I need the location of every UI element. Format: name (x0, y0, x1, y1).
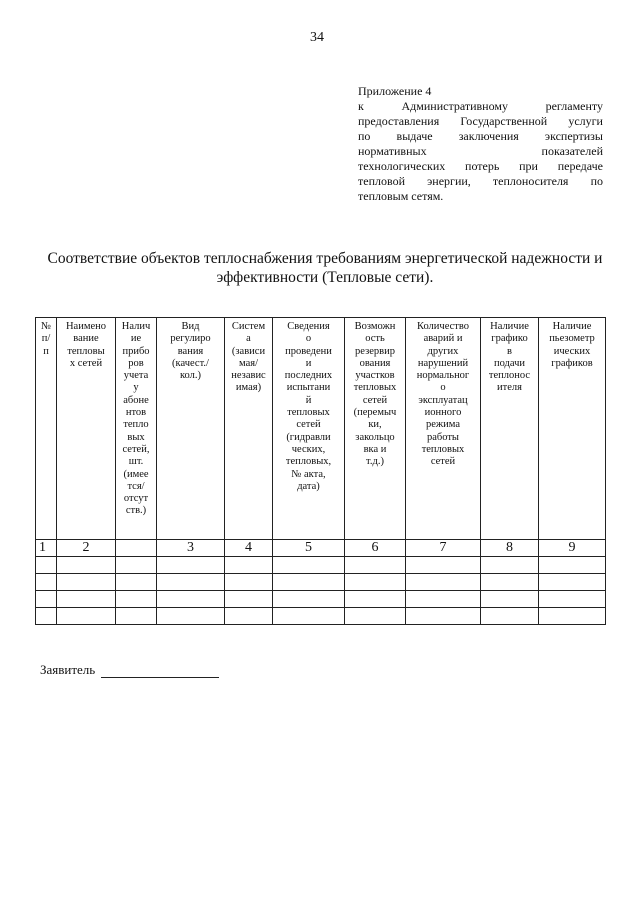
table-cell (345, 574, 406, 591)
table-cell (406, 557, 481, 574)
column-header: Возможн ость резервир ования участков тепловых сетей (перемыч ки, закольцо вка и т.д.) (345, 318, 406, 540)
table-cell (345, 608, 406, 625)
column-number: 6 (345, 540, 406, 557)
column-header: Систем а (зависи мая/ независ имая) (225, 318, 273, 540)
table-cell (36, 574, 57, 591)
table-cell (157, 557, 225, 574)
table-cell (57, 591, 116, 608)
table-cell (481, 574, 539, 591)
column-number (116, 540, 157, 557)
table-cell (539, 608, 606, 625)
column-number: 4 (225, 540, 273, 557)
table-row (36, 557, 606, 574)
page-number: 34 (310, 30, 324, 45)
appendix-line: Приложение 4 (358, 84, 432, 98)
column-number: 5 (273, 540, 345, 557)
applicant-label: Заявитель (40, 662, 96, 677)
table-cell (539, 574, 606, 591)
title-line-1: Соответствие объектов теплоснабжения требованиям энергетической надежности и (47, 250, 603, 267)
table-cell (225, 574, 273, 591)
table-cell (225, 557, 273, 574)
table-cell (273, 557, 345, 574)
table-row (36, 574, 606, 591)
column-number: 8 (481, 540, 539, 557)
column-number: 1 (36, 540, 57, 557)
table-cell (36, 608, 57, 625)
header-row (36, 318, 606, 540)
table-cell (36, 557, 57, 574)
table-cell (406, 608, 481, 625)
heat-networks-table (35, 317, 606, 625)
column-header: Наличие графико в подачи теплонос ителя (481, 318, 539, 540)
table-cell (157, 591, 225, 608)
applicant-signature (40, 662, 219, 678)
table-cell (273, 591, 345, 608)
table-cell (57, 557, 116, 574)
table-cell (57, 574, 116, 591)
table-cell (539, 591, 606, 608)
table-cell (345, 591, 406, 608)
table-cell (539, 557, 606, 574)
table-row (36, 591, 606, 608)
table-row (36, 608, 606, 625)
table-cell (57, 608, 116, 625)
table-cell (116, 591, 157, 608)
column-header: Сведения о проведени и последних испытани й тепловых сетей (гидравли ческих, тепловых, № акта, дата) (273, 318, 345, 540)
table-cell (225, 591, 273, 608)
column-header: Наличие пьезометр ических графиков (539, 318, 606, 540)
column-header: Наимено вание тепловы х сетей (57, 318, 116, 540)
table-cell (273, 608, 345, 625)
table-cell (406, 574, 481, 591)
appendix-line: по выдаче заключения экспертизы (358, 129, 603, 143)
column-number: 3 (157, 540, 225, 557)
column-number: 9 (539, 540, 606, 557)
table-cell (116, 608, 157, 625)
appendix-line: предоставления Государственной услуги (358, 114, 603, 128)
appendix-line: тепловой энергии, теплоносителя по (358, 174, 603, 188)
column-number: 7 (406, 540, 481, 557)
column-header: Вид регулиро вания (качест./ кол.) (157, 318, 225, 540)
document-title (40, 249, 610, 287)
column-header: № п/ п (36, 318, 57, 540)
table-cell (345, 557, 406, 574)
table-cell (116, 574, 157, 591)
title-line-2: эффективности (Тепловые сети). (216, 269, 434, 286)
column-header: Налич ие прибо ров учета у абоне нтов тепло вых сетей, шт. (имее тся/ отсут ств.) (116, 318, 157, 540)
table-cell (481, 608, 539, 625)
appendix-line: тепловым сетям. (358, 189, 444, 203)
table-cell (36, 591, 57, 608)
table-cell (157, 608, 225, 625)
table-cell (225, 608, 273, 625)
appendix-line: технологических потерь при передаче (358, 159, 603, 173)
column-number-row (36, 540, 606, 557)
table-cell (273, 574, 345, 591)
signature-line (101, 663, 219, 678)
column-number: 2 (57, 540, 116, 557)
table-cell (481, 591, 539, 608)
appendix-block (358, 84, 603, 204)
table-cell (157, 574, 225, 591)
table-cell (481, 557, 539, 574)
appendix-line: к Административному регламенту (358, 99, 603, 113)
table-cell (406, 591, 481, 608)
table-cell (116, 557, 157, 574)
column-header: Количество аварий и других нарушений нормальног о эксплуатац ионного режима работы тепловых сетей (406, 318, 481, 540)
appendix-line: нормативных показателей (358, 144, 603, 158)
